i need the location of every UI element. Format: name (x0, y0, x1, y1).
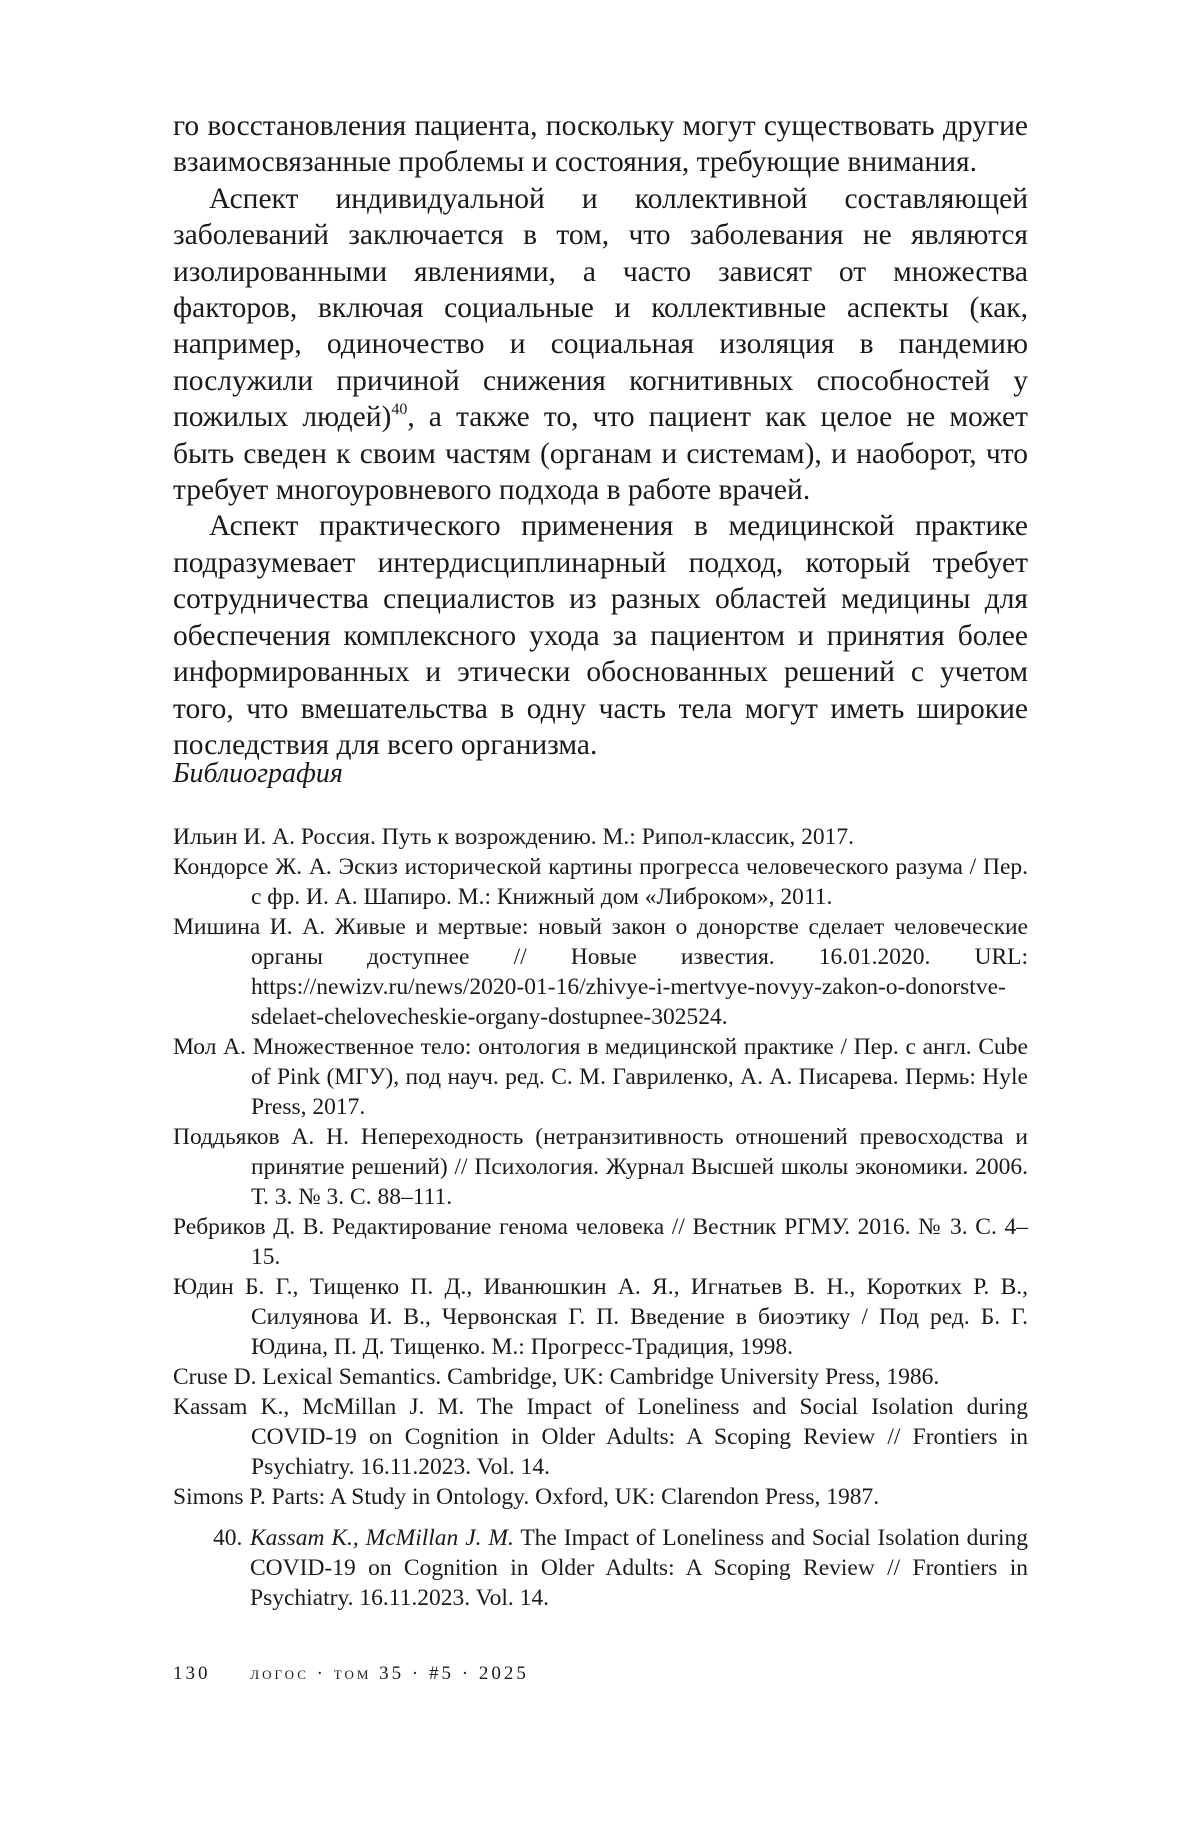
paragraph-2 (173, 181, 1028, 509)
footnote-number: 40. (213, 1525, 243, 1551)
bibliography-item: Юдин Б. Г., Тищенко П. Д., Иванюшкин А. Я., Игнатьев В. Н., Коротких Р. В., Силуянова И. В., Червонская Г. П. Введение в биоэтику / Под ред. Б. Г. Юдина, П. Д. Тищенко. М.: Прогресс-Традиция, 1998. (173, 1274, 1028, 1360)
journal-title: логос · том 35 · #5 · 2025 (250, 1663, 529, 1684)
bibliography-heading: Библиография (173, 758, 343, 789)
footnote-text (250, 1523, 1028, 1613)
paragraph-2-part-1: Аспект индивидуальной и коллективной составляющей заболеваний заключается в том, что заболевания не являются изолированными явлениями, а часто зависят от множества факторов, включая социальные и коллективные аспекты (как, например, одиночество и социальная изоляция в пандемию послужили причиной снижения когнитивных способностей у пожилых людей) (173, 182, 1028, 434)
bibliography-item: Kassam K., McMillan J. M. The Impact of Loneliness and Social Isolation during COVID-19 on Cognition in Older Adults: A Scoping Review // Frontiers in Psychiatry. 16.11.2023. Vol. 14. (173, 1394, 1028, 1480)
bibliography-item: Cruse D. Lexical Semantics. Cambridge, UK: Cambridge University Press, 1986. (173, 1364, 940, 1390)
main-text (173, 108, 1028, 763)
bibliography-item: Ильин И. А. Россия. Путь к возрождению. М.: Рипол-классик, 2017. (173, 824, 854, 850)
footnote-ref-40[interactable]: 40 (391, 401, 408, 419)
paragraph-2-part-2: , а также то, что пациент как целое не может быть сведен к своим частям (органам и системам), и наоборот, что требует многоуровневого подхода в работе врачей. (173, 401, 1028, 507)
bibliography-item: Поддьяков А. Н. Непереходность (нетранзитивность отношений превосходства и принятие решений) // Психология. Журнал Высшей школы экономики. 2006. Т. 3. № 3. С. 88–111. (173, 1124, 1028, 1210)
bibliography-list (173, 822, 1028, 1512)
page-number: 130 (173, 1663, 211, 1684)
footnote-authors: Kassam K., McMillan J. M. (250, 1525, 514, 1551)
bibliography-item: Мишина И. А. Живые и мертвые: новый закон о донорстве сделает человеческие органы доступнее // Новые известия. 16.01.2020. URL: https://newizv.ru/news/2020-01-16/zhivye-i-mertvye-novyy-zakon-o-donorstve-sdelaet-chelovecheskie-organy-dostupnee-302524. (173, 914, 1028, 1030)
bibliography-item: Simons P. Parts: A Study in Ontology. Oxford, UK: Clarendon Press, 1987. (173, 1484, 880, 1510)
paragraph-1: го восстановления пациента, поскольку могут существовать другие взаимосвязанные проблемы и состояния, требующие внимания. (173, 110, 1028, 179)
running-footer (173, 1662, 529, 1686)
footnote-40 (213, 1523, 1028, 1613)
page (173, 0, 1028, 1844)
bibliography-item: Мол А. Множественное тело: онтология в медицинской практике / Пер. с англ. Cube of Pink (МГУ), под науч. ред. С. М. Гавриленко, А. А. Писарева. Пермь: Hyle Press, 2017. (173, 1034, 1028, 1120)
paragraph-3: Аспект практического применения в медицинской практике подразумевает интердисциплинарный подход, который требует сотрудничества специалистов из разных областей медицины для обеспечения комплексного ухода за пациентом и принятия более информированных и этически обоснованных решений с учетом того, что вмешательства в одну часть тела могут иметь широкие последствия для всего организма. (173, 510, 1028, 761)
bibliography-item: Ребриков Д. В. Редактирование генома человека // Вестник РГМУ. 2016. № 3. С. 4–15. (173, 1214, 1028, 1270)
footnote-body: The Impact of Loneliness and Social Isolation during COVID-19 on Cognition in Older Adults: A Scoping Review // Frontiers in Psychiatry. 16.11.2023. Vol. 14. (250, 1525, 1028, 1611)
bibliography-item: Кондорсе Ж. А. Эскиз исторической картины прогресса человеческого разума / Пер. с фр. И. А. Шапиро. М.: Книжный дом «Либроком», 2011. (173, 854, 1028, 910)
